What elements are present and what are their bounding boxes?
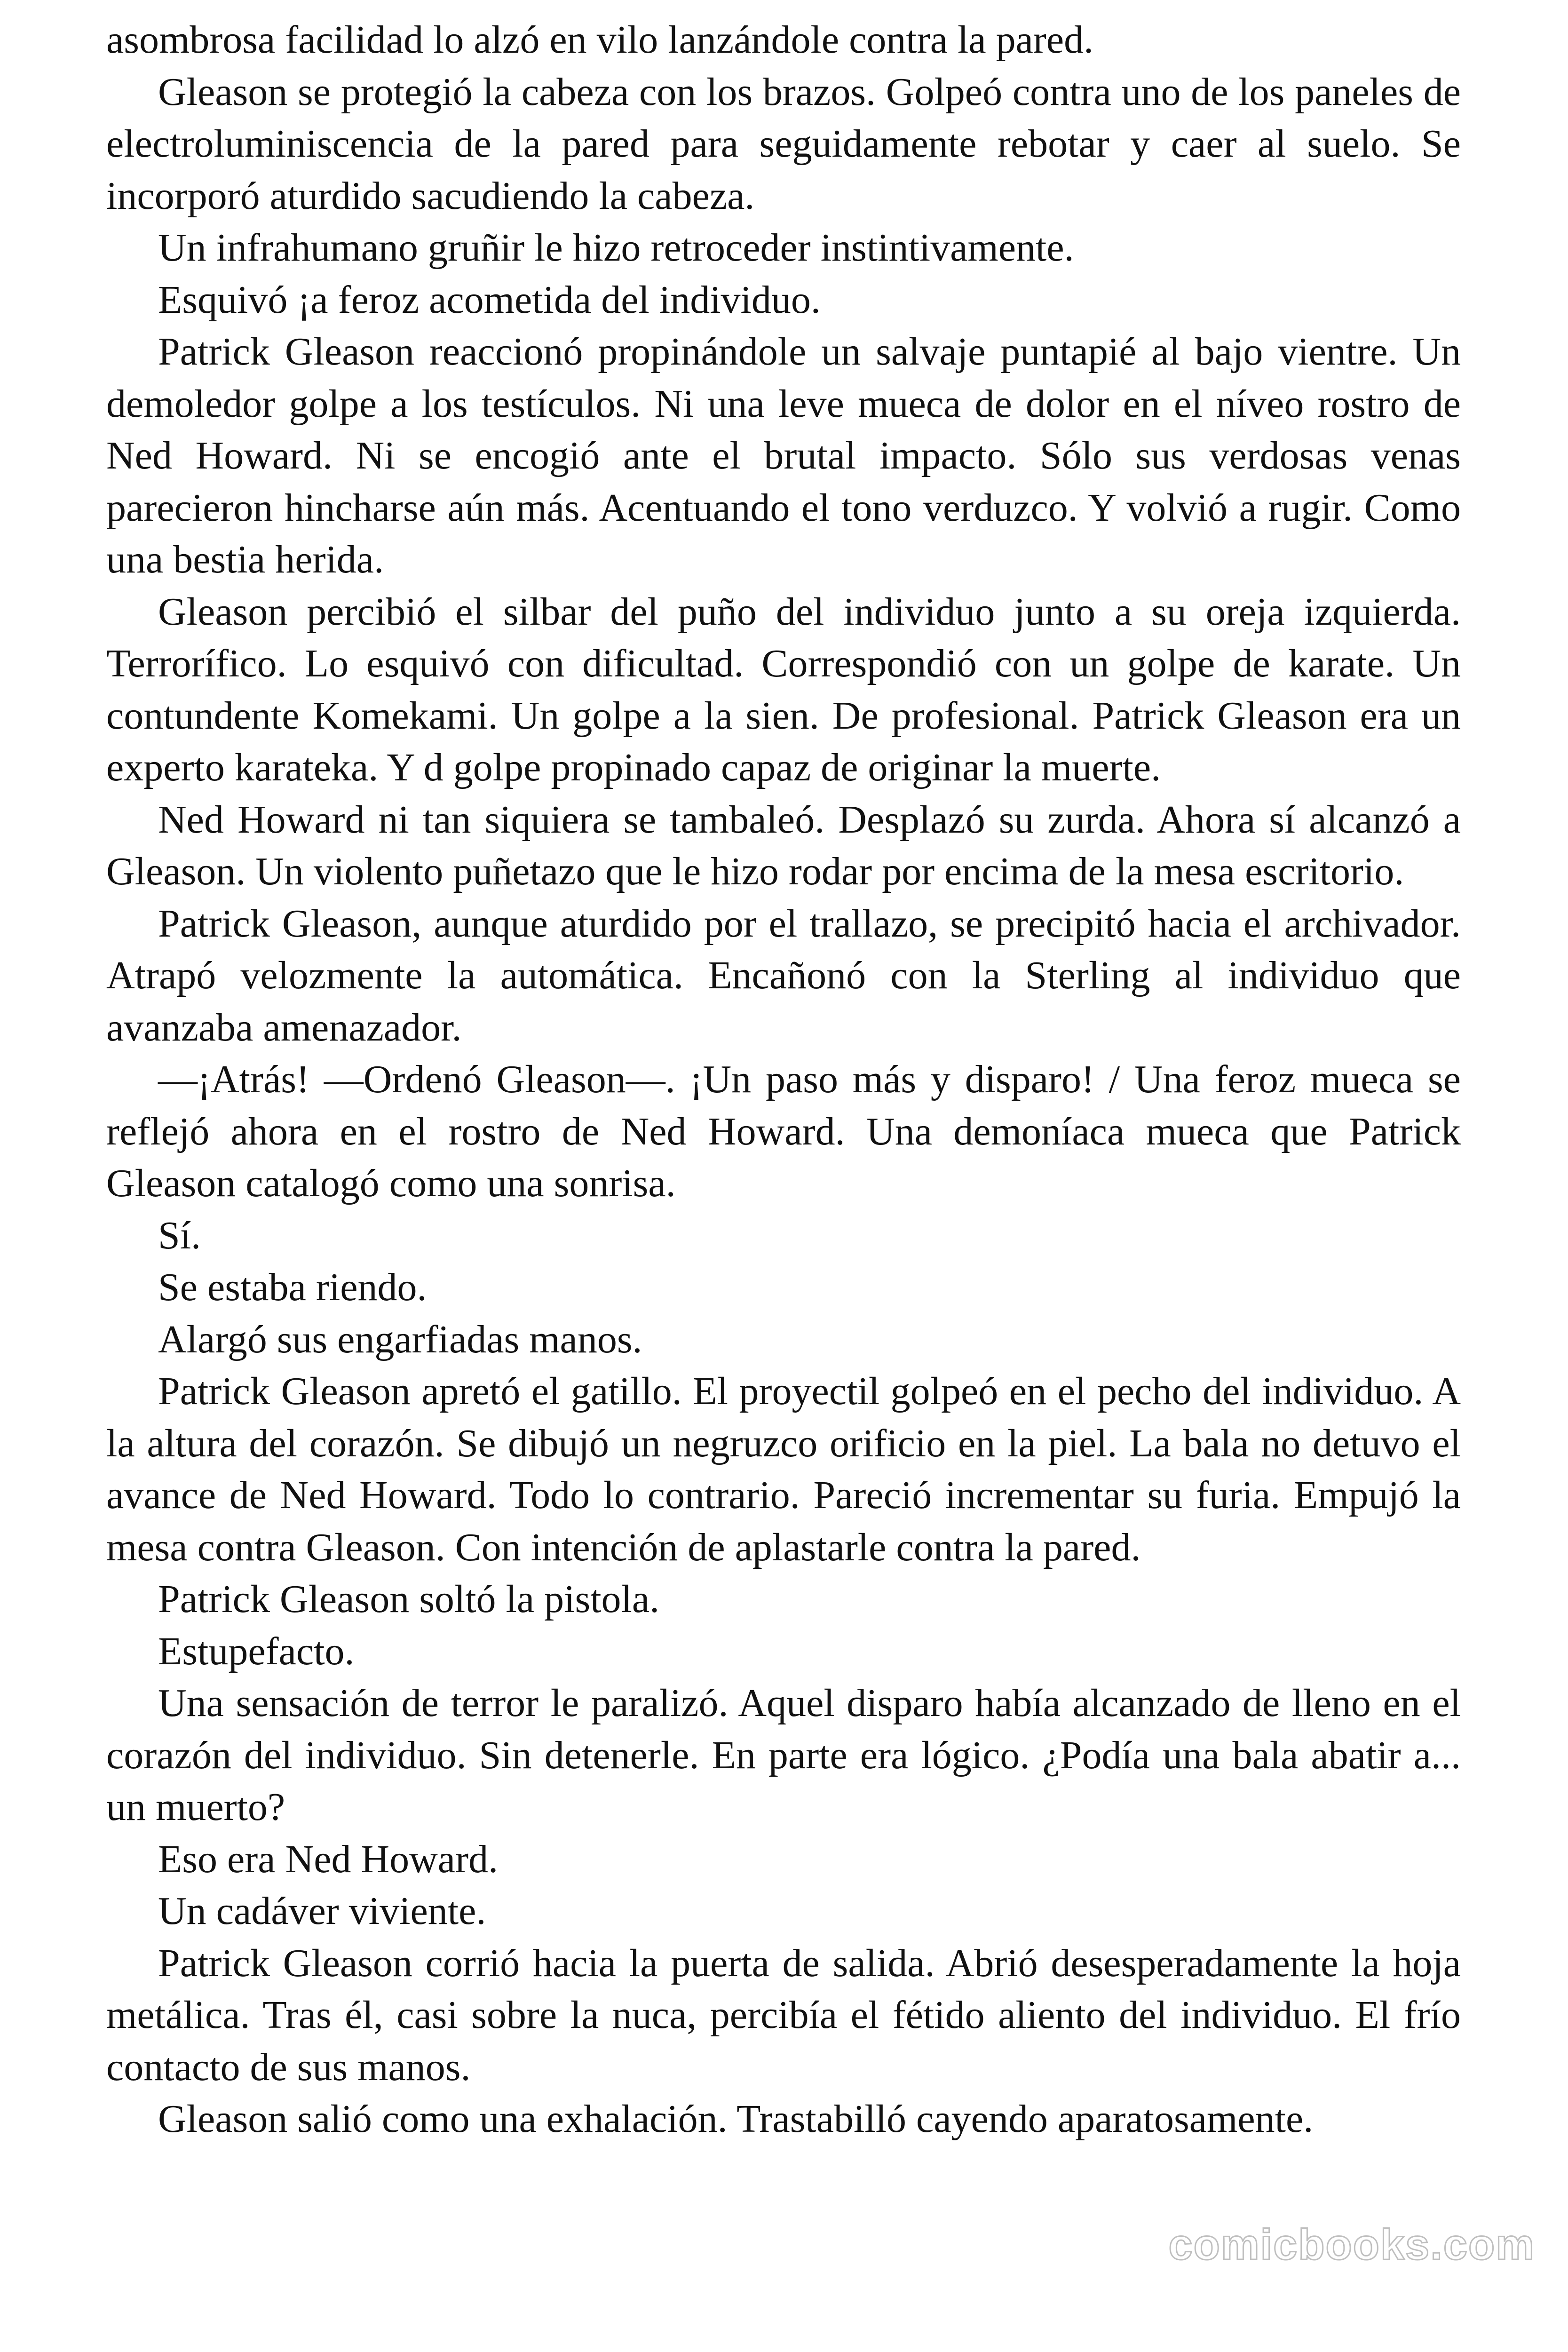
paragraph: Estupefacto.: [158, 1629, 355, 1673]
paragraph: Patrick Gleason apretó el gatillo. El proyectil golpeó en el pecho del individuo. A la altura del corazón. Se dibujó un negruzco orificio en la piel. La bala no detuvo el avance de Ned Howard. Todo lo contrario. Pareció incrementar su furia. Empujó la mesa contra Gleason. Con intención de aplastarle contra la pared.: [106, 1369, 1461, 1569]
paragraph: Gleason salió como una exhalación. Trastabilló cayendo aparatosamente.: [158, 2097, 1314, 2141]
paragraph: Se estaba riendo.: [158, 1265, 427, 1309]
paragraph: Eso era Ned Howard.: [158, 1837, 499, 1881]
paragraph: —¡Atrás! —Ordenó Gleason—. ¡Un paso más y disparo! / Una feroz mueca se reflejó ahora en el rostro de Ned Howard. Una demoníaca mueca que Patrick Gleason catalogó como una sonrisa.: [106, 1057, 1461, 1205]
paragraph: Sí.: [158, 1213, 201, 1257]
paragraph: Una sensación de terror le paralizó. Aquel disparo había alcanzado de lleno en el corazón del individuo. Sin detenerle. En parte era lógico. ¿Podía una bala abatir a... un muerto?: [106, 1681, 1461, 1829]
body-text: [106, 14, 1461, 2145]
paragraph: Ned Howard ni tan siquiera se tambaleó. Desplazó su zurda. Ahora sí alcanzó a Gleason. Un violento puñetazo que le hizo rodar por encima de la mesa escritorio.: [106, 797, 1461, 893]
paragraph: Gleason se protegió la cabeza con los brazos. Golpeó contra uno de los paneles de electroluminiscencia de la pared para seguidamente rebotar y caer al suelo. Se incorporó aturdido sacudiendo la cabeza.: [106, 70, 1461, 218]
paragraph: Esquivó ¡a feroz acometida del individuo.: [158, 278, 821, 322]
paragraph: Gleason percibió el silbar del puño del individuo junto a su oreja izquierda. Terrorífico. Lo esquivó con dificultad. Correspondió con un golpe de karate. Un contundente Komekami. Un golpe a la sien. De profesional. Patrick Gleason era un experto karateka. Y d golpe propinado capaz de originar la muerte.: [106, 589, 1461, 789]
paragraph: Patrick Gleason reaccionó propinándole un salvaje puntapié al bajo vientre. Un demoledor golpe a los testículos. Ni una leve mueca de dolor en el níveo rostro de Ned Howard. Ni se encogió ante el brutal impacto. Sólo sus verdosas venas parecieron hincharse aún más. Acentuando el tono verduzco. Y volvió a rugir. Como una bestia herida.: [106, 330, 1461, 581]
paragraph: asombrosa facilidad lo alzó en vilo lanzándole contra la pared.: [106, 18, 1094, 62]
paragraph: Patrick Gleason, aunque aturdido por el trallazo, se precipitó hacia el archivador. Atrapó velozmente la automática. Encañonó con la Sterling al individuo que avanzaba amenazador.: [106, 901, 1461, 1049]
paragraph: Alargó sus engarfiadas manos.: [158, 1317, 642, 1361]
paragraph: Un infrahumano gruñir le hizo retroceder instintivamente.: [158, 226, 1074, 270]
watermark: comicbooks.com: [1168, 2221, 1535, 2269]
paragraph: Un cadáver viviente.: [158, 1889, 486, 1933]
paragraph: Patrick Gleason corrió hacia la puerta de salida. Abrió desesperadamente la hoja metálica. Tras él, casi sobre la nuca, percibía el fétido aliento del individuo. El frío contacto de sus manos.: [106, 1941, 1461, 2089]
paragraph: Patrick Gleason soltó la pistola.: [158, 1577, 660, 1621]
